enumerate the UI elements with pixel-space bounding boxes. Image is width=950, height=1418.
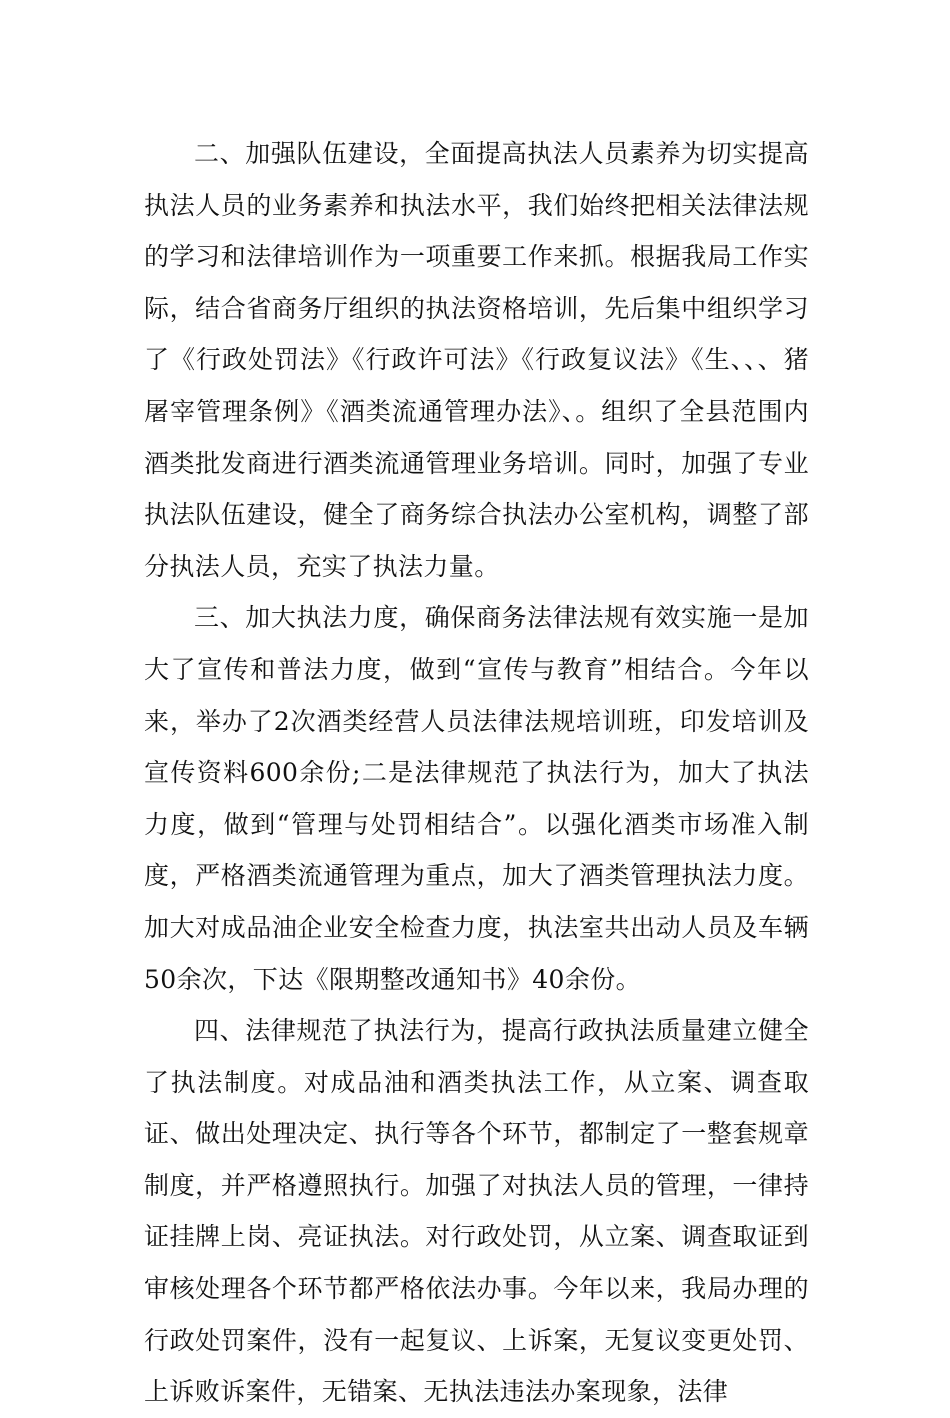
paragraph-team-building: 二、加强队伍建设，全面提高执法人员素养为切实提高执法人员的业务素养和执法水平，我们始终把相关法律法规的学习和法律培训作为一项重要工作来抓。根据我局工作实际，结合省商务厅组织的执法资格培训，先后集中组织学习了《行政处罚法》《行政许可法》《行政复议法》《生、、、猪屠宰管理条例》《酒类流通管理办法》、。组织了全县范围内酒类批发商进行酒类流通管理业务培训。同时，加强了专业执法队伍建设，健全了商务综合执法办公室机构，调整了部分执法人员，充实了执法力量。 [144,139,809,581]
paragraph-enforcement-strength: 三、加大执法力度，确保商务法律法规有效实施一是加大了宣传和普法力度，做到“宣传与教育”相结合。今年以来，举办了2次酒类经营人员法律法规培训班，印发培训及宣传资料600余份;二是法律规范了执法行为，加大了执法力度，做到“管理与处罚相结合”。以强化酒类市场准入制度，严格酒类流通管理为重点，加大了酒类管理执法力度。加大对成品油企业安全检查力度，执法室共出动人员及车辆50余次，下达《限期整改通知书》40余份。 [144,603,809,994]
paragraph-enforcement-quality: 四、法律规范了执法行为，提高行政执法质量建立健全了执法制度。对成品油和酒类执法工作，从立案、调查取证、做出处理决定、执行等各个环节，都制定了一整套规章制度，并严格遵照执行。加强了对执法人员的管理，一律持证挂牌上岗、亮证执法。对行政处罚，从立案、调查取证到审核处理各个环节都严格依法办事。今年以来，我局办理的行政处罚案件，没有一起复议、上诉案，无复议变更处罚、上诉败诉案件，无错案、无执法违法办案现象，法律 [144,1016,809,1407]
document-body [144,128,809,1418]
